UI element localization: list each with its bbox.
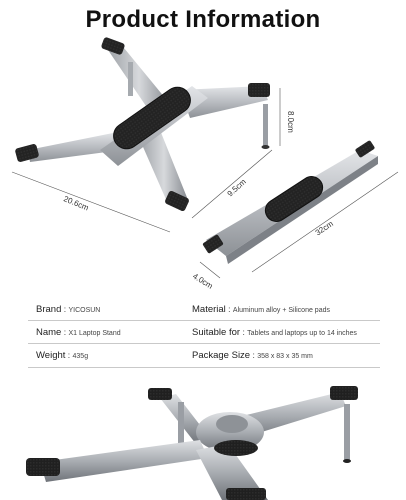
- closeup-arm: [40, 440, 208, 482]
- spec-separator: :: [252, 350, 258, 360]
- spec-package-size-value: 358 x 83 x 35 mm: [257, 353, 313, 360]
- spec-separator: :: [63, 304, 69, 314]
- spec-name-label: Name: [36, 327, 62, 338]
- spec-package-size-label: Package Size: [192, 350, 251, 361]
- closeup-center-pad: [214, 440, 258, 456]
- closeup-hub-cap: [216, 415, 248, 433]
- dimension-folded-width-label: 4.0cm: [191, 271, 215, 291]
- spec-material-value: Aluminum alloy + Silicone pads: [232, 307, 330, 314]
- dimension-length-label: 20.6cm: [62, 194, 90, 213]
- spec-suitable-value: Tablets and laptops up to 14 inches: [247, 330, 357, 337]
- spec-brand-label: Brand: [36, 304, 62, 315]
- closeup-end-pad: [26, 458, 60, 476]
- dimension-height-label: 8.0cm: [286, 111, 295, 133]
- spec-separator: :: [63, 327, 69, 337]
- spec-brand-value: YICOSUN: [68, 307, 101, 314]
- spec-separator: :: [67, 350, 73, 360]
- closeup-end-pad: [148, 388, 172, 400]
- stand-closeup-illustration: [26, 386, 358, 500]
- closeup-end-pad: [226, 488, 266, 500]
- spec-name-value: X1 Laptop Stand: [68, 330, 121, 337]
- spec-separator: :: [228, 304, 233, 314]
- spec-weight-value: 435g: [72, 353, 89, 360]
- dimension-folded-length-label: 32cm: [313, 219, 335, 238]
- spec-suitable-label: Suitable for: [192, 327, 241, 338]
- closeup-leg-tip: [343, 459, 351, 463]
- closeup-leg: [344, 404, 350, 460]
- closeup-end-pad: [330, 386, 358, 400]
- spec-material-label: Material: [192, 304, 226, 315]
- spec-separator: :: [242, 327, 248, 337]
- dimension-width-label: 9.5cm: [225, 177, 248, 199]
- spec-weight-label: Weight: [36, 350, 66, 361]
- page-title: Product Information: [85, 6, 321, 33]
